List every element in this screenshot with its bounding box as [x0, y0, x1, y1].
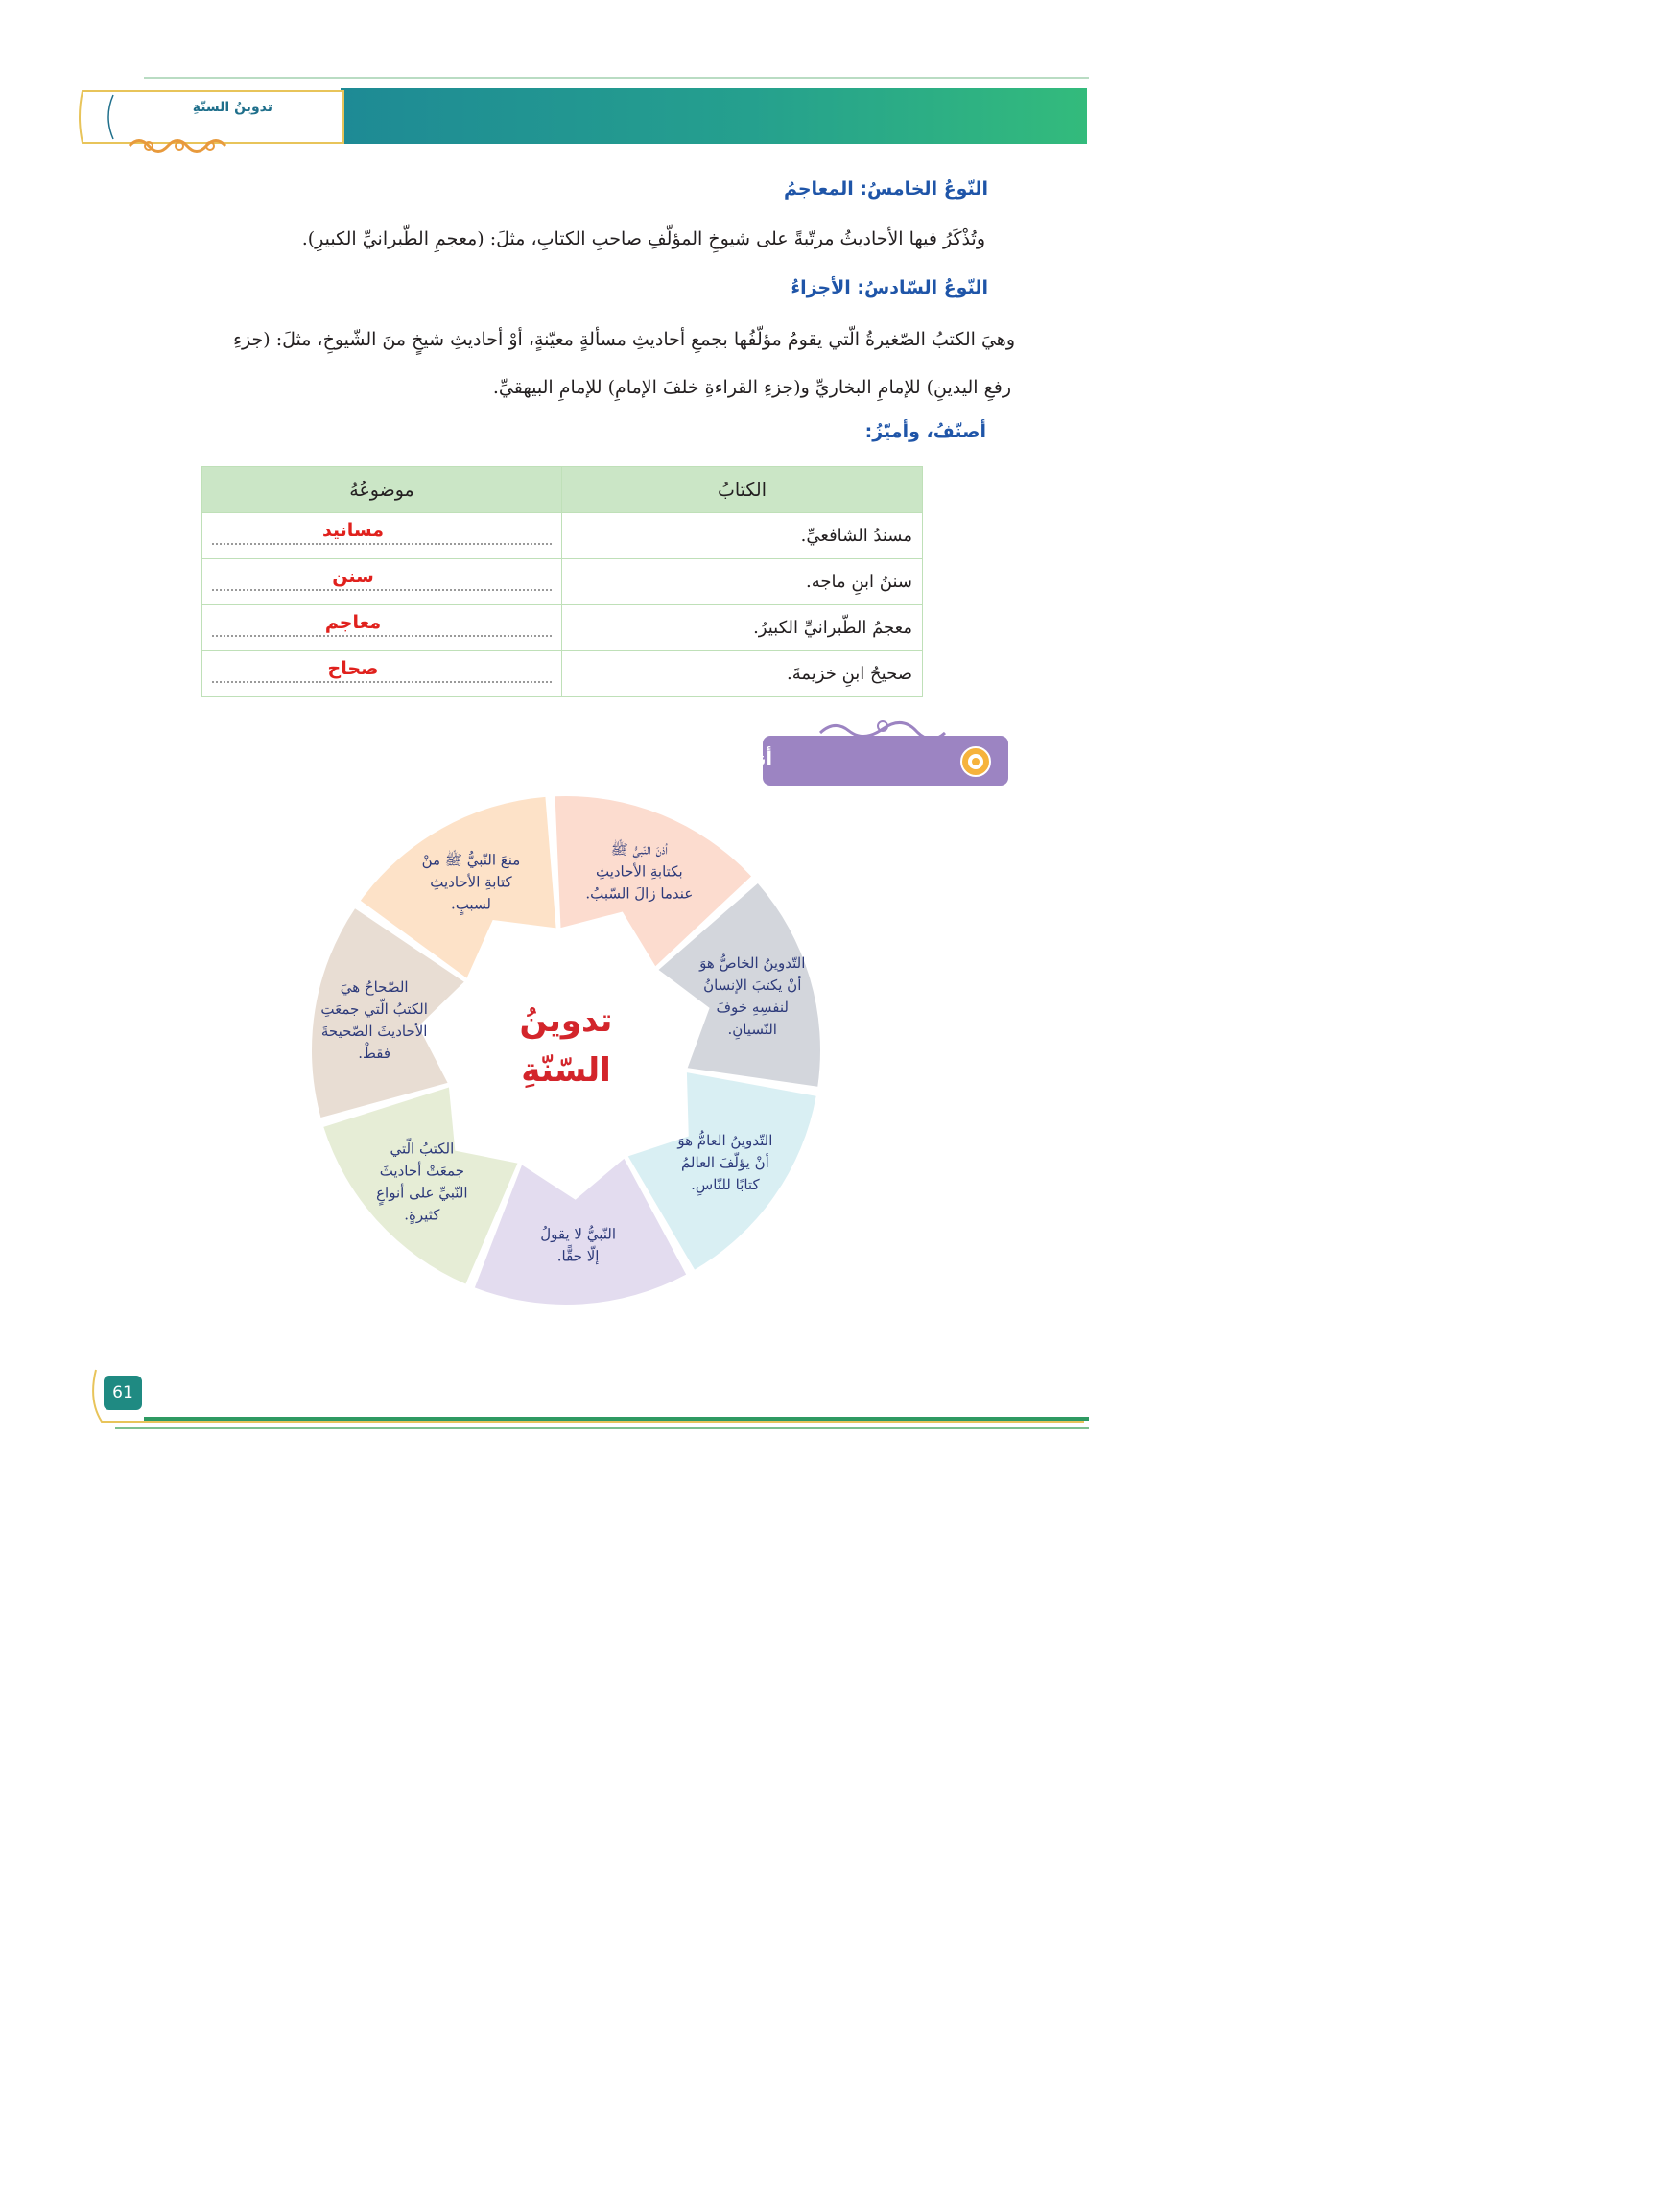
wheel-segment-text: أنْ يؤلّفَ العالمُ [680, 1154, 769, 1172]
answer-text: مسانيد [321, 519, 385, 541]
table-row [202, 651, 923, 697]
wheel-segment-text: النّبيُّ لا يقولُ [540, 1225, 617, 1243]
book-cell: مسندُ الشافعيِّ. [562, 513, 923, 559]
answer-text: صحاح [327, 657, 379, 679]
wheel-segment-text: التّدوينُ الخاصُّ هوَ [699, 954, 806, 973]
page-number: 61 [104, 1376, 142, 1410]
dotted-answer-line [212, 681, 552, 683]
section6-heading: النّوعُ السّادسُ: الأجزاءُ [791, 277, 988, 298]
section6-text-line2: رفعِ اليدينِ) للإمامِ البخاريِّ و(جزءِ القراءةِ خلفَ الإمامِ) للإمامِ البيهقيِّ. [492, 377, 1011, 398]
table-row [202, 513, 923, 559]
wheel-center-line2: السّنّةِ [521, 1051, 611, 1090]
answer-cell[interactable] [202, 513, 562, 559]
wheel-segment-text: أذنَ النّبيُّ ﷺ [610, 840, 668, 859]
wheel-segment-text: كتابًا للنّاسِ. [691, 1176, 760, 1194]
answer-cell[interactable] [202, 559, 562, 605]
section5-text: وتُذْكَرُ فيها الأحاديثُ مرتّبةً على شيوخِ المؤلّفِ صاحبِ الكتابِ، مثلَ: (معجمِ الطّبرانيِّ الكبيرِ). [301, 228, 985, 249]
classify-table [201, 466, 923, 697]
answer-text: سنن [332, 565, 374, 587]
wheel-center-circle [453, 937, 679, 1164]
header-top-line [144, 77, 1089, 79]
answer-cell[interactable] [202, 605, 562, 651]
answer-cell[interactable] [202, 651, 562, 697]
book-cell: معجمُ الطّبرانيِّ الكبيرُ. [562, 605, 923, 651]
dotted-answer-line [212, 543, 552, 545]
wheel-segment-text: كثيرةٍ. [404, 1206, 440, 1224]
wheel-segment-text: أنْ يكتبَ الإنسانُ [703, 977, 802, 995]
concept-wheel [297, 782, 835, 1319]
classify-heading: أصنّفُ، وأميّزُ: [864, 421, 986, 442]
concept-title: أنظّمُ مفاهيمي [638, 748, 772, 769]
wheel-segment-text: النّبيِّ على أنواعٍ [376, 1184, 468, 1202]
dotted-answer-line [212, 589, 552, 591]
header-title: تدوينُ السنّةِ [192, 100, 272, 115]
wheel-segment-text: التّدوينُ العامُّ هوَ [677, 1132, 773, 1150]
wheel-segment-text: كتابةِ الأحاديثِ [430, 873, 512, 891]
wheel-segment-text: إلّا حقًّا. [556, 1247, 600, 1265]
column-header-topic: موضوعُهُ [202, 467, 562, 513]
wheel-segment-text: الأحاديثَ الصّحيحةَ [320, 1022, 428, 1040]
wheel-segment-text: منعَ النّبيُّ ﷺ منْ [421, 851, 521, 869]
wheel-segment-text: الصّحاحُ هيَ [340, 977, 409, 996]
gear-icon [956, 743, 995, 780]
column-header-book: الكتابُ [562, 467, 923, 513]
wheel-segment-text: لسببٍ. [450, 895, 491, 913]
table-row [202, 559, 923, 605]
wheel-segment-text: الكتبُ الّتي جمعَتِ [320, 1000, 428, 1018]
wheel-segment-text: جمعَتْ أحاديثَ [379, 1162, 464, 1180]
dotted-answer-line [212, 635, 552, 637]
wheel-segment-text: فقطْ. [358, 1044, 391, 1062]
footer-lines [67, 1362, 1094, 1439]
wheel-segment-text: النّسيانِ. [727, 1021, 777, 1039]
book-cell: سننُ ابنِ ماجه. [562, 559, 923, 605]
answer-text: معاجم [324, 611, 382, 633]
table-row [202, 605, 923, 651]
wheel-segment-text: بكتابةِ الأحاديثِ [595, 862, 683, 881]
section6-text-line1: وهيَ الكتبُ الصّغيرةُ الّتي يقومُ مؤلّفُها بجمعِ أحاديثِ مسألةٍ معيّنةٍ، أوْ أحاديثِ شيخٍ منَ الشّيوخِ، مثلَ: (جزءِ [233, 329, 1015, 350]
section5-heading: النّوعُ الخامسُ: المعاجمُ [783, 178, 988, 200]
book-cell: صحيحُ ابنِ خزيمةَ. [562, 651, 923, 697]
wheel-segment-text: لنفسِهِ خوفَ [716, 999, 789, 1017]
wheel-segment-text: عندما زالَ السّببُ. [585, 884, 694, 903]
wheel-segment-text: الكتبُ الّتي [390, 1140, 455, 1158]
header-band [341, 88, 1087, 144]
table-header-row [202, 467, 923, 513]
ornament-icon [125, 135, 235, 156]
wheel-center-line1: تدوينُ [519, 1001, 613, 1040]
